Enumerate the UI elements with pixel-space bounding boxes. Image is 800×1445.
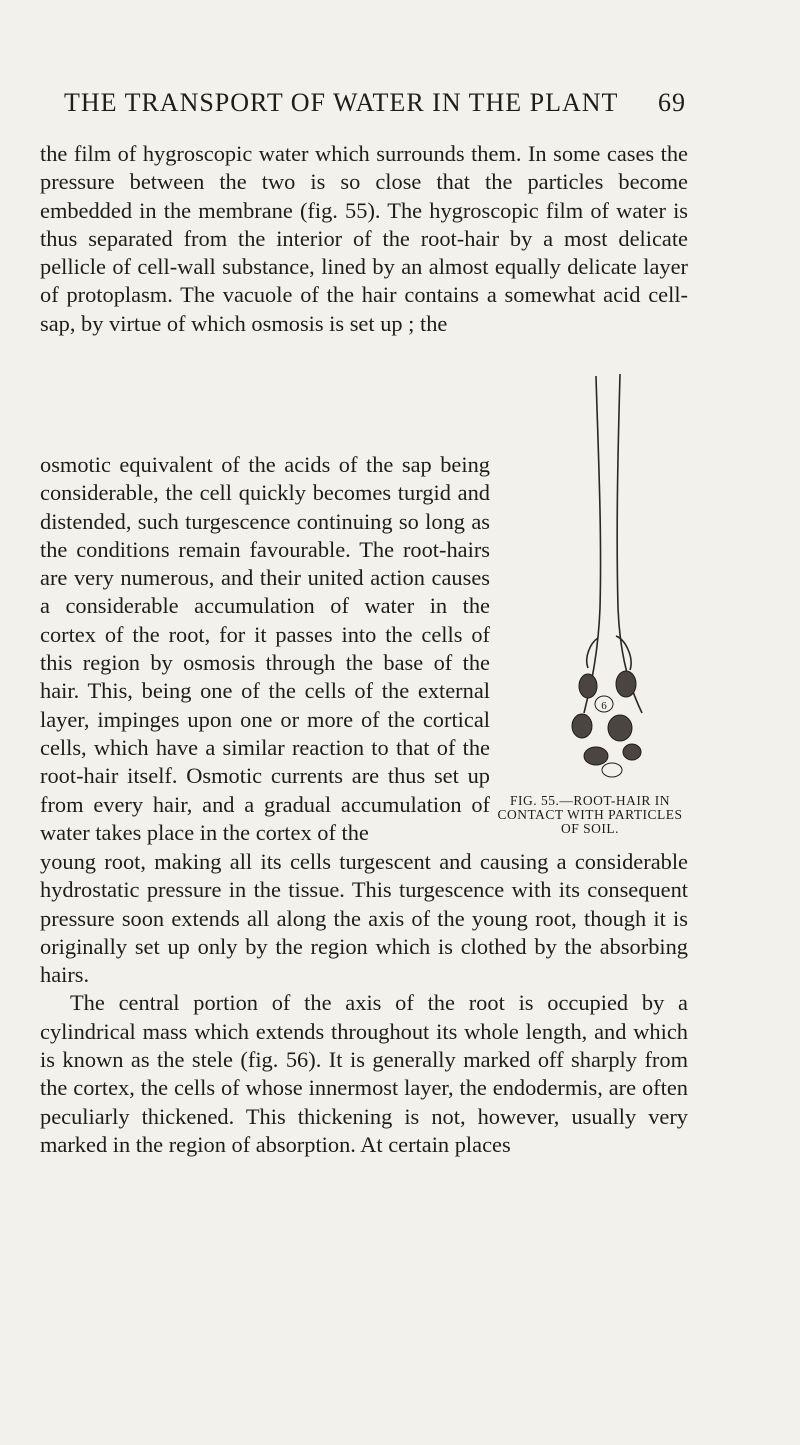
figure-caption-text: —ROOT-HAIR IN CONTACT WITH PARTICLES OF SOIL. [497,793,683,836]
paragraph-top: the film of hygroscopic water which surrounds them. In some cases the pressure between the two is so close that the particles become embedded in the membrane (fig. 55). The hygroscopic film of water is thus separated from the interior of the root-hair by a most delicate pellicle of cell-wall substance, lined by an almost equally delicate layer of protoplasm. The vacuole of the hair contains a somewhat acid cell-sap, by virtue of which osmosis is set up ; the [40,141,688,336]
running-title: THE TRANSPORT OF WATER IN THE PLANT [64,88,619,117]
paragraph-wrapped: osmotic equivalent of the acids of the sap being considerable, the cell quickly becomes turgid and distended, such turgescence continuing so long as the conditions remain favourable. The root-hairs are very numerous, and their united action causes a considerable accumulation of water in the cortex of the root, for it passes into the cells of this region by osmosis through the base of the hair. This, being one of the cells of the external layer, impinges upon one or more of the cortical cells, which have a similar reaction to that of the root-hair itself. Osmotic currents are thus set up from every hair, and a gradual accumulation of water takes place in the cortex of the [40,452,490,845]
paragraph-next-text: The central portion of the axis of the root is occupied by a cylindrical mass which extends throughout its whole length, and which is known as the stele (fig. 56). It is generally marked off sharply from the cortex, the cells of whose innermost layer, the endodermis, are often peculiarly thickened. This thickening is not, however, usually very marked in the region of absorption. At certain places [40,990,688,1157]
page-number: 69 [658,88,686,117]
root-hair-figure [560,368,690,788]
root-hair-illustration [560,368,690,788]
figure-label: FIG. 55. [509,793,560,808]
svg-text:6: 6 [601,700,607,712]
paragraph-next [40,989,688,1159]
running-header [64,88,686,118]
paragraph-bottom [40,848,688,1159]
paragraph-continuation: young root, making all its cells turgescent and causing a considerable hydrostatic pressure in the tissue. This turgescence with its consequent pressure soon extends all along the axis of the young root, though it is originally set up only by the region which is clothed by the absorbing hairs. [40,849,688,988]
figure-caption [490,794,690,836]
